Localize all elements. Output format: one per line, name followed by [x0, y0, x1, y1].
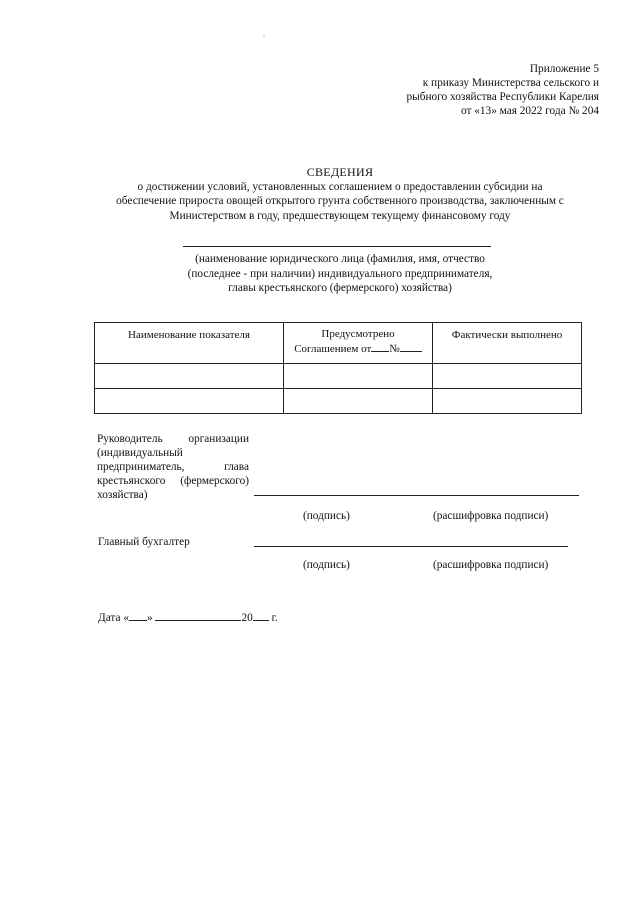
appendix-order-ref: к приказу Министерства сельского и: [422, 77, 599, 89]
document-subtitle-3: Министерством в году, предшествующем текущему финансовому году: [169, 209, 511, 222]
manager-signature-line[interactable]: [254, 495, 579, 496]
manager-label: Руководитель организации (индивидуальный предприниматель, глава крестьянского (фермерского) хозяйства): [97, 433, 249, 501]
manager-signature-caption: (подпись): [303, 510, 350, 522]
header-indicator: [95, 323, 284, 364]
date-prefix: Дата «: [98, 612, 129, 624]
table-cell-planned[interactable]: [284, 364, 433, 389]
accountant-label: Главный бухгалтер: [98, 536, 190, 548]
table-cell-actual[interactable]: [433, 364, 582, 389]
entity-caption-2: (последнее - при наличии) индивидуального предпринимателя,: [187, 267, 493, 280]
document-heading: [40, 165, 639, 223]
date-day-blank[interactable]: [129, 609, 147, 621]
agreement-date-blank: [371, 341, 389, 352]
header-actual-label: Фактически выполнено: [451, 329, 563, 341]
accountant-decoding-caption: (расшифровка подписи): [433, 559, 549, 571]
entity-caption-3: главы крестьянского (фермерского) хозяйства): [228, 282, 452, 294]
appendix-number: Приложение 5: [529, 63, 599, 75]
table-cell-indicator[interactable]: [95, 389, 284, 414]
indicators-table: [94, 322, 582, 414]
table-row: [95, 389, 582, 414]
manager-decoding-caption: (расшифровка подписи): [433, 510, 549, 522]
date-mid: »: [147, 612, 153, 624]
scan-speck: [263, 36, 265, 37]
header-planned-line2: [284, 341, 432, 356]
header-planned-number: №: [389, 343, 400, 355]
date-suffix: г.: [271, 612, 278, 624]
appendix-order-date: от «13» мая 2022 года № 204: [460, 105, 599, 117]
accountant-signature-line[interactable]: [254, 546, 568, 547]
table-header-row: [95, 323, 582, 364]
table-cell-planned[interactable]: [284, 389, 433, 414]
agreement-number-blank: [400, 341, 422, 352]
header-indicator-label: Наименование показателя: [128, 329, 250, 341]
date-line: [98, 609, 278, 624]
header-planned: [284, 323, 433, 364]
entity-caption-1: (наименование юридического лица (фамилия, имя, отчество: [195, 253, 485, 265]
appendix-header: [407, 62, 600, 118]
header-actual: [433, 323, 582, 364]
document-subtitle-2: обеспечение прироста овощей открытого грунта собственного производства, заключенным с: [116, 195, 564, 207]
table-row: [95, 364, 582, 389]
date-year-prefix: 20: [241, 612, 253, 624]
table-cell-indicator[interactable]: [95, 364, 284, 389]
appendix-ministry: рыбного хозяйства Республики Карелия: [406, 91, 599, 103]
accountant-signature-caption: (подпись): [303, 559, 350, 571]
date-year-blank[interactable]: [253, 609, 269, 621]
date-month-blank[interactable]: [155, 609, 241, 621]
document-subtitle-1: о достижении условий, установленных соглашением о предоставлении субсидии на: [137, 180, 543, 193]
entity-name-caption: [140, 252, 540, 296]
entity-name-field[interactable]: [183, 246, 491, 247]
document-title: СВЕДЕНИЯ: [306, 165, 374, 179]
header-planned-agreement: Соглашением от: [294, 343, 372, 355]
header-planned-line1: Предусмотрено: [321, 328, 395, 340]
table-cell-actual[interactable]: [433, 389, 582, 414]
